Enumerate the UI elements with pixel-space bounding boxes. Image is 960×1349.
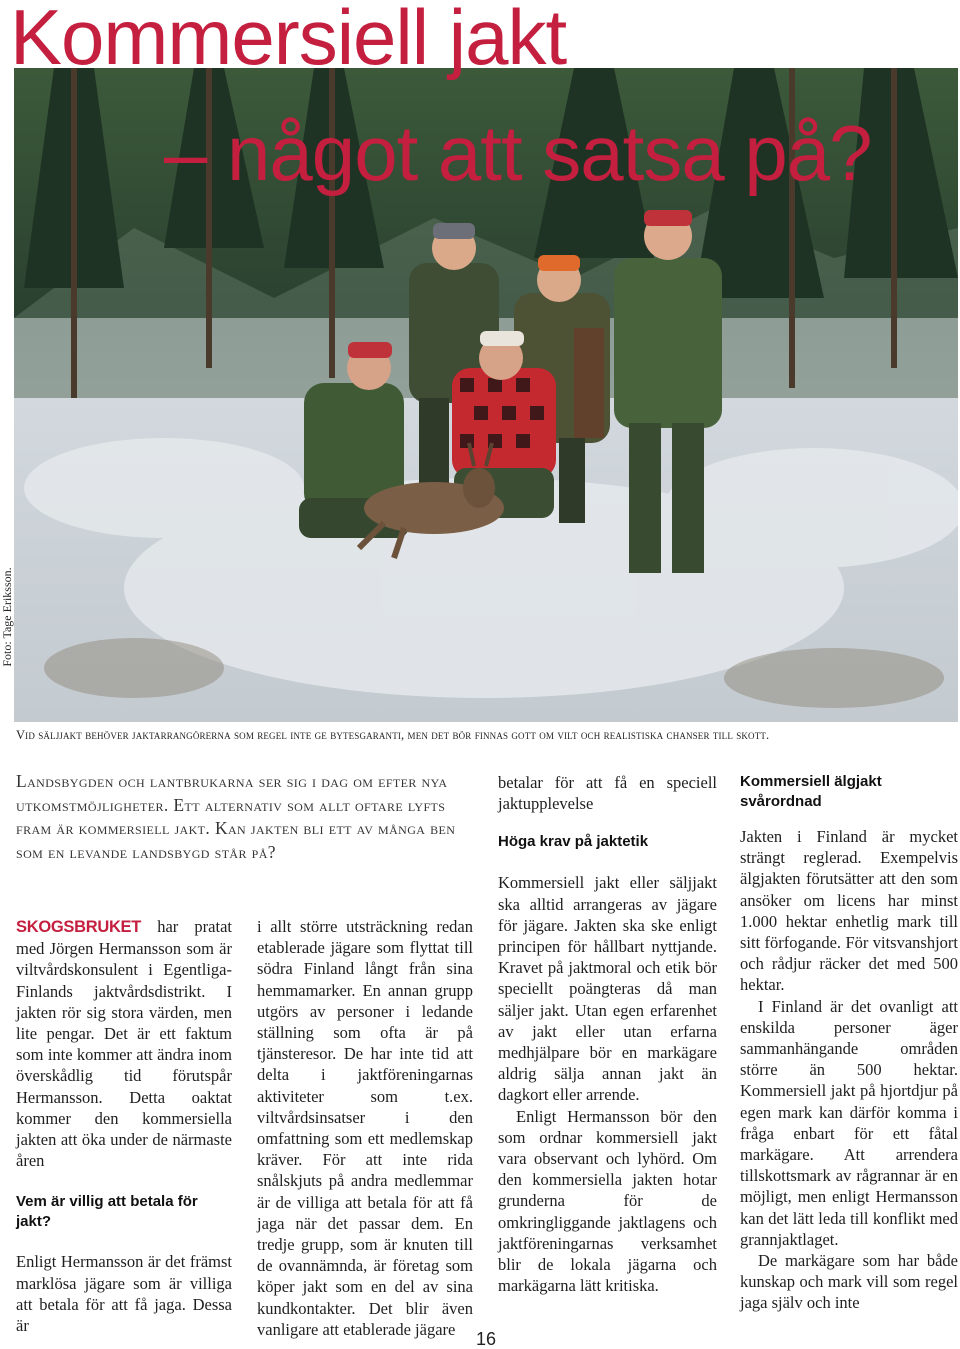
column-4 — [740, 772, 958, 1314]
col4-paragraph-1: Jakten i Finland är mycket strängt reglerad. Exempelvis älgjakten förutsätter att den som ansöker om licens har minst 1.000 hektar enhetlig mark till sitt förfogande. För vitsvanshjort och rådjur räcker det med 500 hektar. — [740, 827, 958, 995]
col3-subheading: Höga krav på jaktetik — [498, 833, 649, 851]
column-1 — [16, 916, 232, 1336]
col4-paragraph-2: I Finland är det ovanligt att enskilda personer äger sammanhängande områden större än 500 hektar. Kommersiell jakt på hjortdjur på egen mark kan därför komma i fråga enbart för ett fåtal markägare. Att arrendera tillskottsmark av rågrannar är en möjligt, men enligt Hermansson kan det lätt leda till konflikt med grannjaktlaget. — [740, 996, 958, 1249]
col4-subheading: Kommersiell älgjakt svårordnad — [740, 773, 882, 810]
col3-paragraph-2: Kommersiell jakt eller säljjakt ska alltid arrangeras av jägare för jägare. Jakten ska ske enligt principen för hållbart nyttjande. Kravet på jaktmoral och etik bör speciellt poängteras då man säljer jakt. Utan egen erfarenhet av jakt eller utan erfarna medhjälpare bör en markägare aldrig sälja annan jakt än dagkort eller arrende. — [498, 873, 717, 1105]
col3-paragraph-1: betalar för att få en speciell jaktupplevelse — [498, 773, 717, 814]
headline: Kommersiell jakt — [10, 0, 567, 81]
col1-paragraph-1 — [16, 916, 232, 1171]
photo-credit: Foto: Tage Eriksson. — [0, 567, 14, 667]
headline-subtitle: – något att satsa på? — [164, 109, 872, 197]
lead-paragraph: Landsbygden och lantbrukarna ser sig i dag om efter nya utkomstmöjligheter. Ett alternativ som allt oftare lyfts fram är kommersiell jakt. Kan jakten bli ett av många ben som en levande landsbygd står på? — [16, 771, 456, 862]
col1-paragraph-2: Enligt Hermansson är det främst marklösa jägare som är villiga att betala för att få jaga. Dessa är — [16, 1252, 232, 1336]
col3-paragraph-3: Enligt Hermansson bör den som ordnar kommersiell jakt vara observant och lyhörd. Om den kommersiella jakten hotar grunderna för de omkringliggande jaktlagens och jaktföreningarnas verksamhet blir de lokala jägarna och markägarna lätt kritiska. — [498, 1106, 717, 1296]
col1-subheading: Vem är villig att betala för jakt? — [16, 1193, 198, 1231]
col2-paragraph-1: i allt större utsträckning redan etablerade jägare som flyttat till södra Finland långt från sina hemmamarker. En annan grupp utgörs av personer i ledande ställning som ofta är på tjänsteresor. De har inte tid att delta i jaktföreningarnas aktiviteter som t.ex. viltvårdsinsatser i den omfattning som ett medlemskap kräver. För att inte rida snålskjuts på andra medlemmar är de villiga att betala för att få jaga när det passar dem. En tredje grupp, som är knuten till de ovannämnda, är företag som köper jakt som en del av sina kundkontakter. Det blir även vanligare att etablerade jägare — [257, 917, 473, 1339]
kicker: SKOGSBRUKET — [16, 918, 142, 936]
column-2 — [257, 916, 473, 1340]
page-number: 16 — [475, 1329, 497, 1349]
col4-paragraph-3: De markägare som har både kunskap och mark vill som regel jaga själv och inte — [740, 1251, 958, 1313]
col1-text-1: har pratat med Jörgen Hermansson som är viltvårdskonsulent i Egentliga-Finlands jaktvårdsdistrikt. I jakten rör sig stora värden, men lite pengar. Det är ett faktum som inte kommer att ändra inom överskådlig tid förutspår Hermansson. Detta oaktat kommer den kommersiella jakten att öka under de närmaste åren — [16, 917, 232, 1171]
photo-caption: Vid säljjakt behöver jaktarrangörerna som regel inte ge bytesgaranti, men det bör finnas gott om vilt och realistiska chanser till skott. — [16, 728, 770, 742]
column-3 — [498, 772, 717, 1296]
